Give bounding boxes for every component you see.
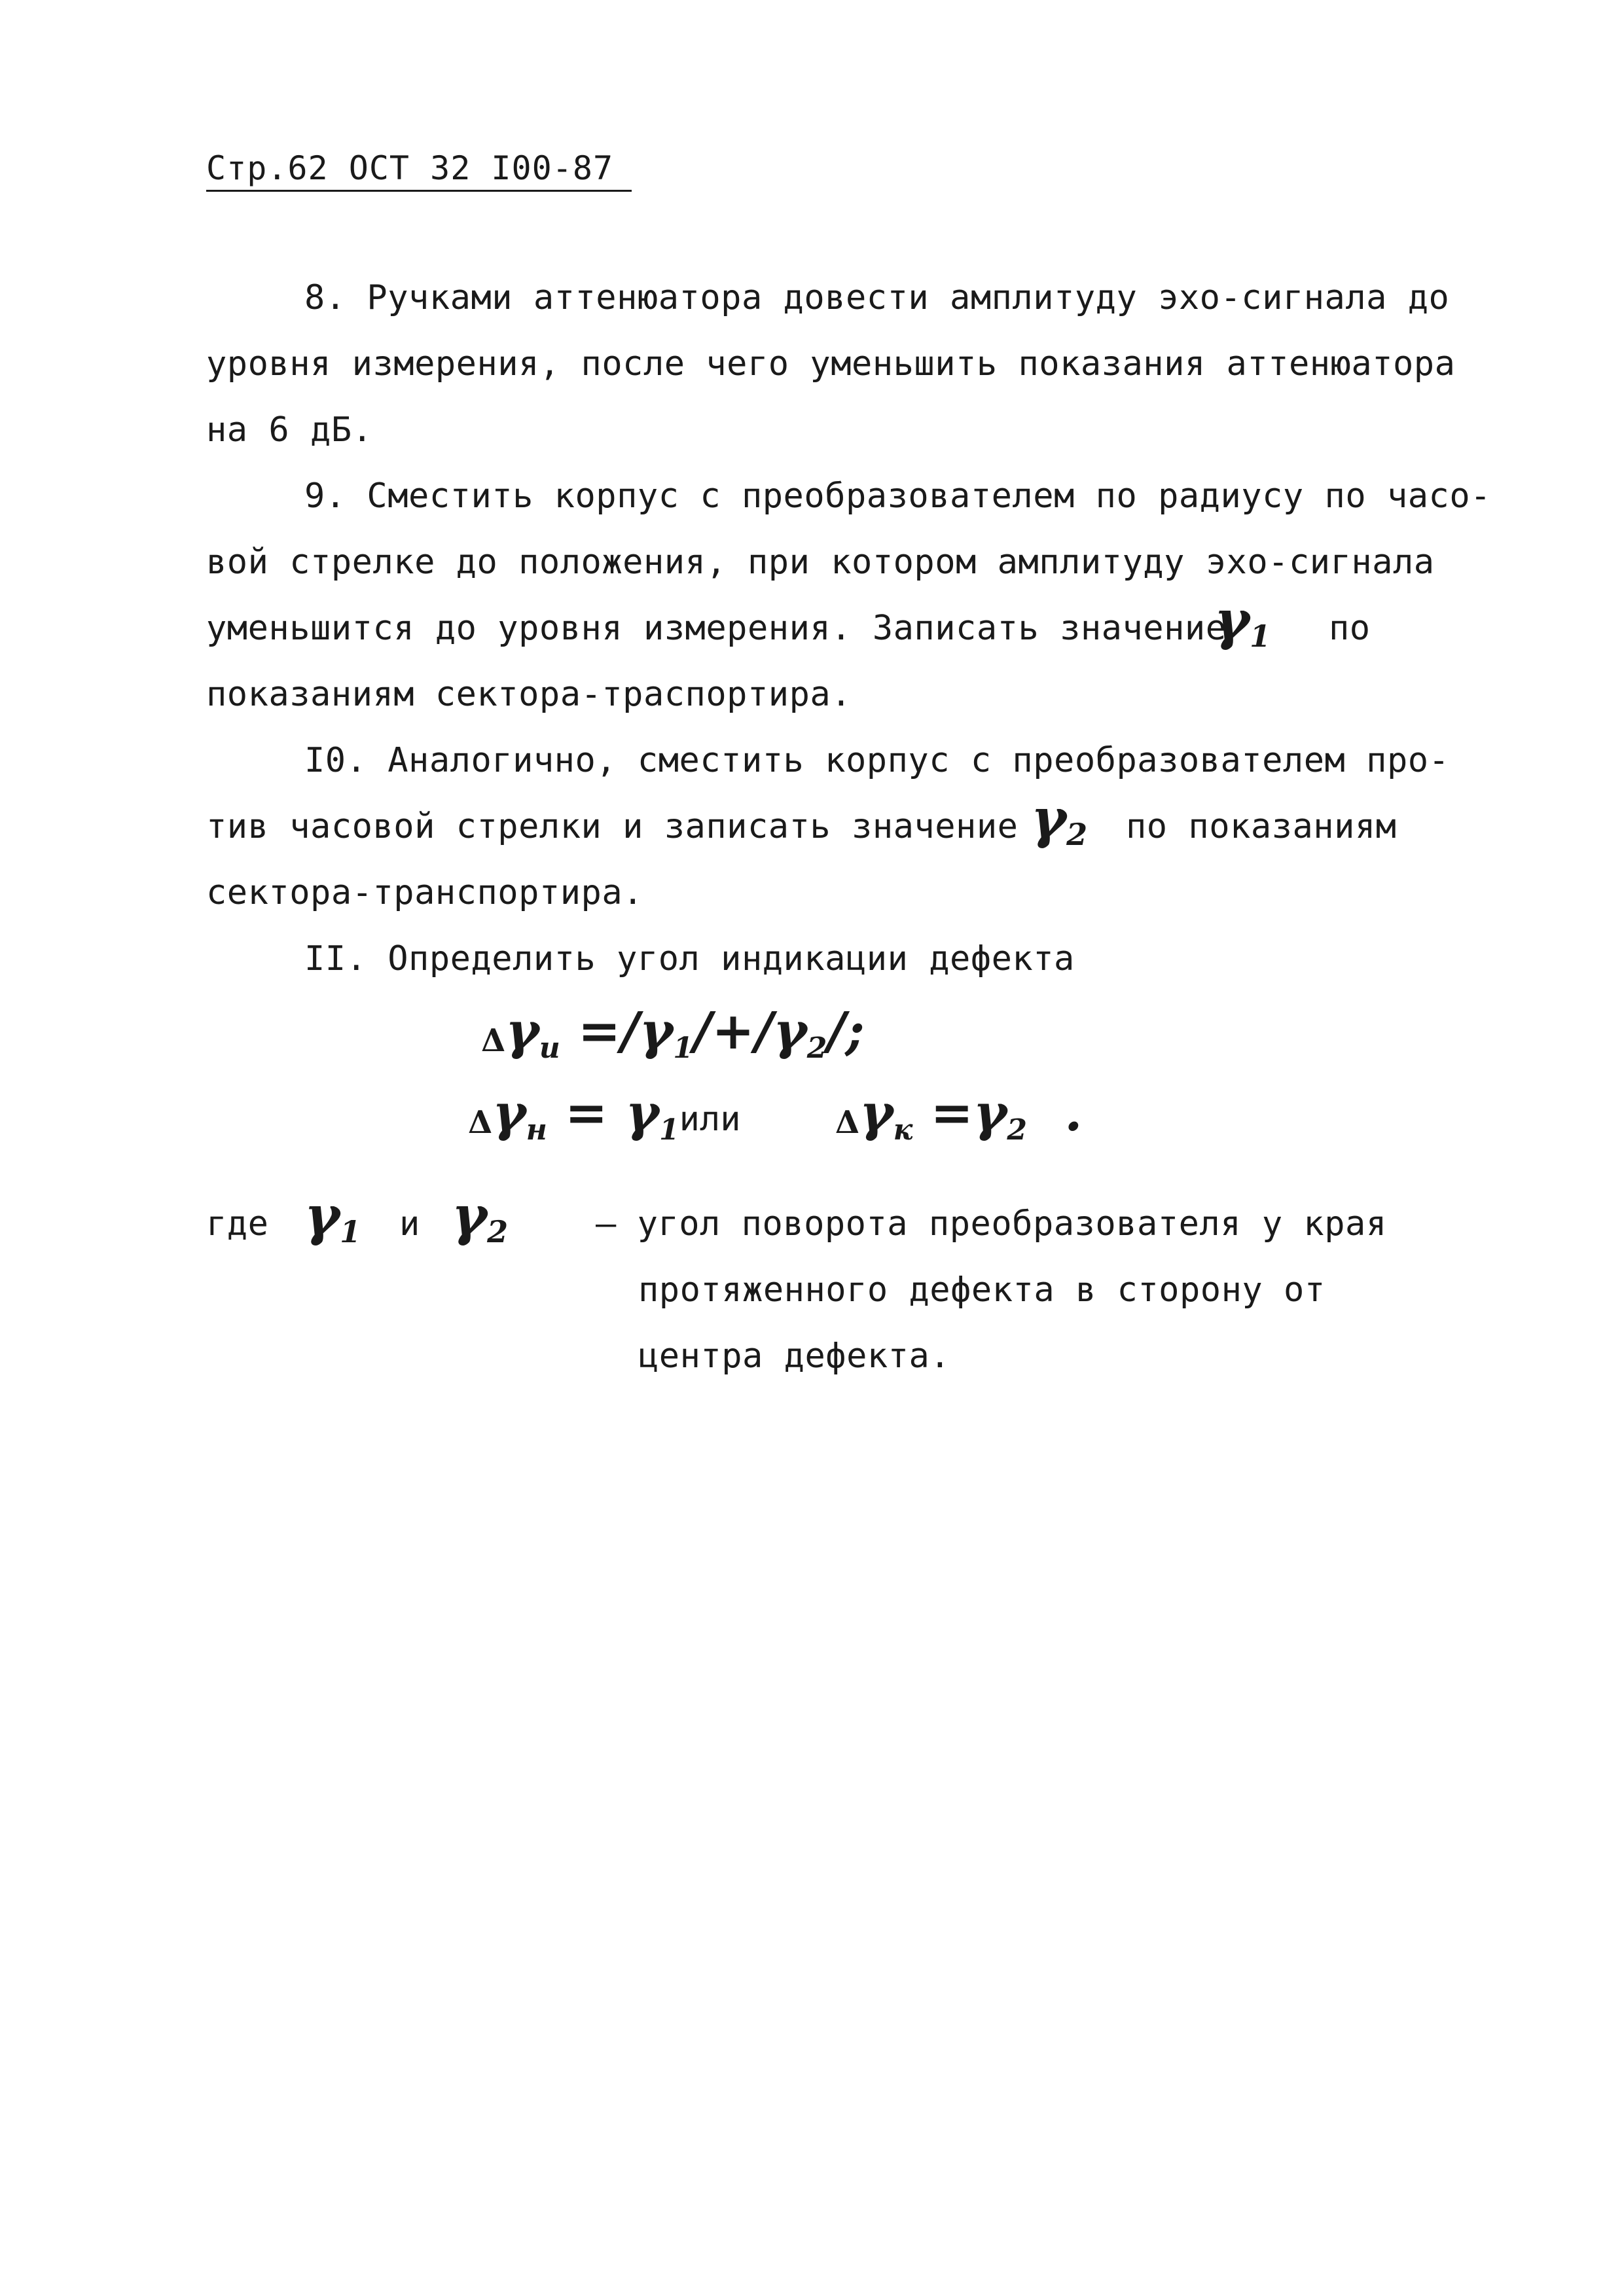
formula-angle-indication <box>481 1001 865 1065</box>
formula-1-part-a: =/γ <box>577 1001 674 1061</box>
subscript-1: 1 <box>659 1113 679 1147</box>
formula-angle-start-end <box>468 1083 1083 1147</box>
subscript-2: 2 <box>1007 1113 1028 1147</box>
subscript-u: и <box>539 1031 560 1065</box>
gamma-glyph: γ <box>304 1185 340 1247</box>
gamma-glyph: γ <box>505 1001 539 1061</box>
paragraph-8-line-3: на 6 дБ. <box>206 410 373 450</box>
paragraph-9-line-3-end: по <box>1329 609 1371 648</box>
formula-2-period: . <box>1064 1083 1083 1143</box>
subscript-2: 2 <box>806 1031 827 1065</box>
gamma-glyph: γ <box>492 1083 526 1143</box>
formula-1-part-c: /; <box>827 1001 865 1061</box>
gamma-glyph: γ <box>859 1083 893 1143</box>
subscript-k: к <box>893 1113 913 1147</box>
paragraph-9-line-2: вой стрелке до положения, при котором амплитуду эхо-сигнала <box>206 543 1435 582</box>
where-desc-line-2: протяженного дефекта в сторону от <box>638 1270 1326 1310</box>
paragraph-10-line-2: тив часовой стрелки и записать значение <box>206 807 1019 846</box>
formula-1-part-b: /+/γ <box>693 1001 807 1061</box>
formula-2-part-a: = γ <box>564 1083 659 1143</box>
paragraph-10-line-3: сектора-транспортира. <box>206 873 643 912</box>
subscript-1: 1 <box>673 1031 693 1065</box>
paragraph-10-line-1: I0. Аналогично, сместить корпус с преобразователем про- <box>304 741 1450 780</box>
paragraph-9-line-3 <box>206 609 1227 648</box>
gamma-subscript: 2 <box>487 1214 509 1249</box>
subscript-n: н <box>526 1113 547 1147</box>
delta-symbol: Δ <box>835 1104 860 1141</box>
header-underline <box>206 190 632 192</box>
where-and: и <box>399 1204 420 1244</box>
gamma-glyph: γ <box>452 1185 488 1247</box>
formula-2-ili: или <box>679 1100 741 1139</box>
where-desc-line-3: центра дефекта. <box>638 1336 951 1376</box>
gamma-2-symbol <box>1031 787 1087 850</box>
gamma-glyph: γ <box>1214 589 1250 652</box>
paragraph-9-line-1: 9. Сместить корпус с преобразователем по радиусу по часо- <box>304 476 1491 516</box>
gamma-subscript: 1 <box>1250 619 1271 654</box>
delta-symbol: Δ <box>481 1022 506 1059</box>
page-header <box>206 149 613 187</box>
paragraph-9-line-3-text: уменьшится до уровня измерения. Записать значение <box>206 609 1227 648</box>
gamma-1-symbol <box>1214 589 1271 652</box>
gamma-1-where <box>304 1185 361 1247</box>
paragraph-8-line-2: уровня измерения, после чего уменьшить показания аттенюатора <box>206 344 1456 384</box>
where-desc-line-1: – угол поворота преобразователя у края <box>596 1204 1387 1244</box>
paragraph-9-line-4: показаниям сектора-траспортира. <box>206 675 852 714</box>
formula-2-part-b: =γ <box>930 1083 1007 1143</box>
where-label: где <box>206 1204 269 1244</box>
paragraph-8-line-1: 8. Ручками аттенюатора довести амплитуду эхо-сигнала до <box>304 278 1450 317</box>
gamma-subscript: 2 <box>1066 817 1088 852</box>
gamma-2-where <box>452 1185 508 1247</box>
header-text: Стр.62 ОСТ 32 I00-87 <box>206 149 614 187</box>
paragraph-10-line-2-end: по показаниям <box>1126 807 1397 846</box>
paragraph-11-line-1: II. Определить угол индикации дефекта <box>304 939 1075 978</box>
gamma-glyph: γ <box>1031 787 1067 850</box>
delta-symbol: Δ <box>468 1104 493 1141</box>
gamma-subscript: 1 <box>340 1214 361 1249</box>
